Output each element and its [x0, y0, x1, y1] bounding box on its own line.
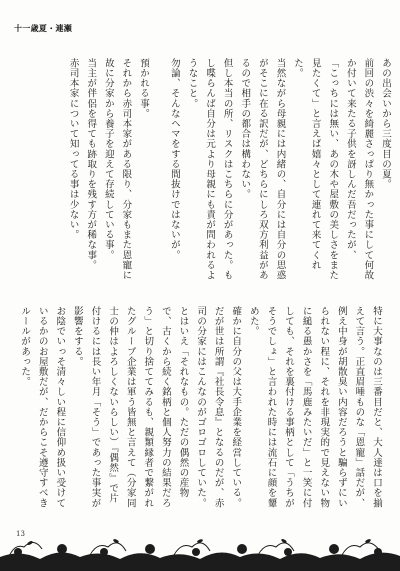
page-number: 13	[16, 530, 25, 538]
chapter-title: 十一歳夏・連瀬	[14, 23, 73, 33]
text-block-lower: 特に大事なのは三番目だと、大人達は口を揃えて言う。正直眉唾ものな「恩寵」話だが、例え中身が胡散臭い内容だろうと騙らずにいられない程に、それを非現実的で見えない物に縋る愚かさを「馬鹿みたいだ」と一笑に付しても、それを裏付ける事柄として「うちがそうでしょ」と言われた時には流石に顔を顰めた。 確かに自分の父は大手企業を経営している。だが世は所謂『社長令息』となるのだが、赤司の分家にはこんなのがゴロゴロしていた。とはいえ「それなもの。ただの偶然の産物で、古くから続く銘柄と個人努力の結果だろう」と切り捨ててみるも、親類縁者で繋がれたグループ企業は軍う皆無と言えて（分家同士の仲はよろしくないらしい）『偶然』で片付けるには長い年月「そう」であった事実が影響をする。 お陰でいっそ清々しい程に信仰め扱い受けているかのお屋敷だが、だからこそ遵守すべきルールがあった。	[19, 306, 382, 508]
text-block-upper-right: あの出会いから三度目の夏。 前回の渋々を綺麗さっぱり無かった事にして何故か付いて来たる子供を訝しんだ吾だったが、 「こっちには無い、あの木や屋敷の美しさをまた見たくて」と言えば嬉々として連れて来てくれた。 当然ながら母親には内緒の、自分には自分の思惑がそこに在る訳だが、どちらにしろ双方利益があるので相手の都合は構わない。 但し本当の所、リスクはこちらに分があった。もし喋らんば自分は元より母親にも責が問われるようなこと。 勿論、そんなヘマをする間抜けではないが。	[168, 58, 391, 281]
floral-border-decoration	[0, 519, 400, 571]
text-block-upper-left: 預かれる事。 それから赤司本家がある限り、分家もまた恩寵に 故に分家から養子を迎えて存続している事。 当主が伴侶を得ても跡取りを残す方が稀な事。 赤司本家について知ってる事は少ない。	[67, 58, 149, 281]
